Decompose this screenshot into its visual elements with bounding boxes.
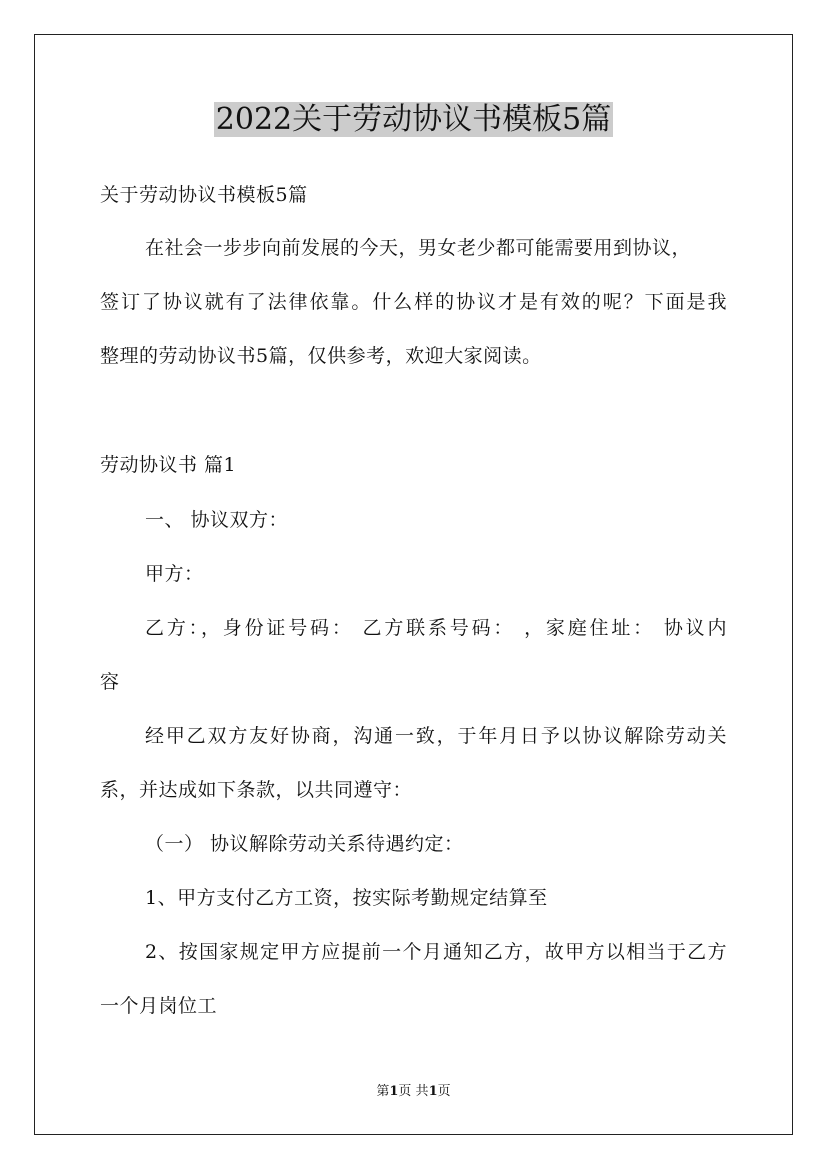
page-footer xyxy=(0,1083,827,1101)
footer-page-number: 1 xyxy=(389,1084,399,1099)
party-a-line: 甲方： xyxy=(145,563,204,585)
document-title-text: 2022关于劳动协议书模板5篇 xyxy=(215,102,612,137)
intro-line-1: 在社会一步步向前发展的今天，男女老少都可能需要用到协议， xyxy=(145,237,692,259)
party-b-line-1: 乙方：，身份证号码： 乙方联系号码： ，家庭住址： 协议内 xyxy=(145,617,727,639)
agreement-line-1: 经甲乙双方友好协商，沟通一致，于年月日予以协议解除劳动关 xyxy=(145,725,727,747)
document-title xyxy=(0,100,827,140)
clause-heading: （一） 协议解除劳动关系待遇约定： xyxy=(145,833,464,855)
section-heading: 劳动协议书 篇1 xyxy=(100,454,237,476)
footer-total-suffix: 页 xyxy=(437,1084,451,1099)
document-subtitle: 关于劳动协议书模板5篇 xyxy=(100,184,308,206)
footer-page-prefix: 第 xyxy=(376,1084,390,1099)
parties-heading: 一、 协议双方： xyxy=(145,509,289,531)
footer-total-pages: 1 xyxy=(428,1084,438,1099)
agreement-line-2: 系，并达成如下条款，以共同遵守： xyxy=(100,779,413,801)
footer-page-suffix: 页 共 xyxy=(398,1084,429,1099)
intro-line-3: 整理的劳动协议书5篇，仅供参考，欢迎大家阅读。 xyxy=(100,345,542,367)
clause-item-1: 1、甲方支付乙方工资，按实际考勤规定结算至 xyxy=(145,887,548,909)
party-b-line-2: 容 xyxy=(100,671,120,693)
clause-item-2-line-2: 一个月岗位工 xyxy=(100,995,218,1017)
clause-item-2-line-1: 2、按国家规定甲方应提前一个月通知乙方，故甲方以相当于乙方 xyxy=(145,941,727,963)
intro-line-2: 签订了协议就有了法律依靠。什么样的协议才是有效的呢？下面是我 xyxy=(100,291,727,313)
